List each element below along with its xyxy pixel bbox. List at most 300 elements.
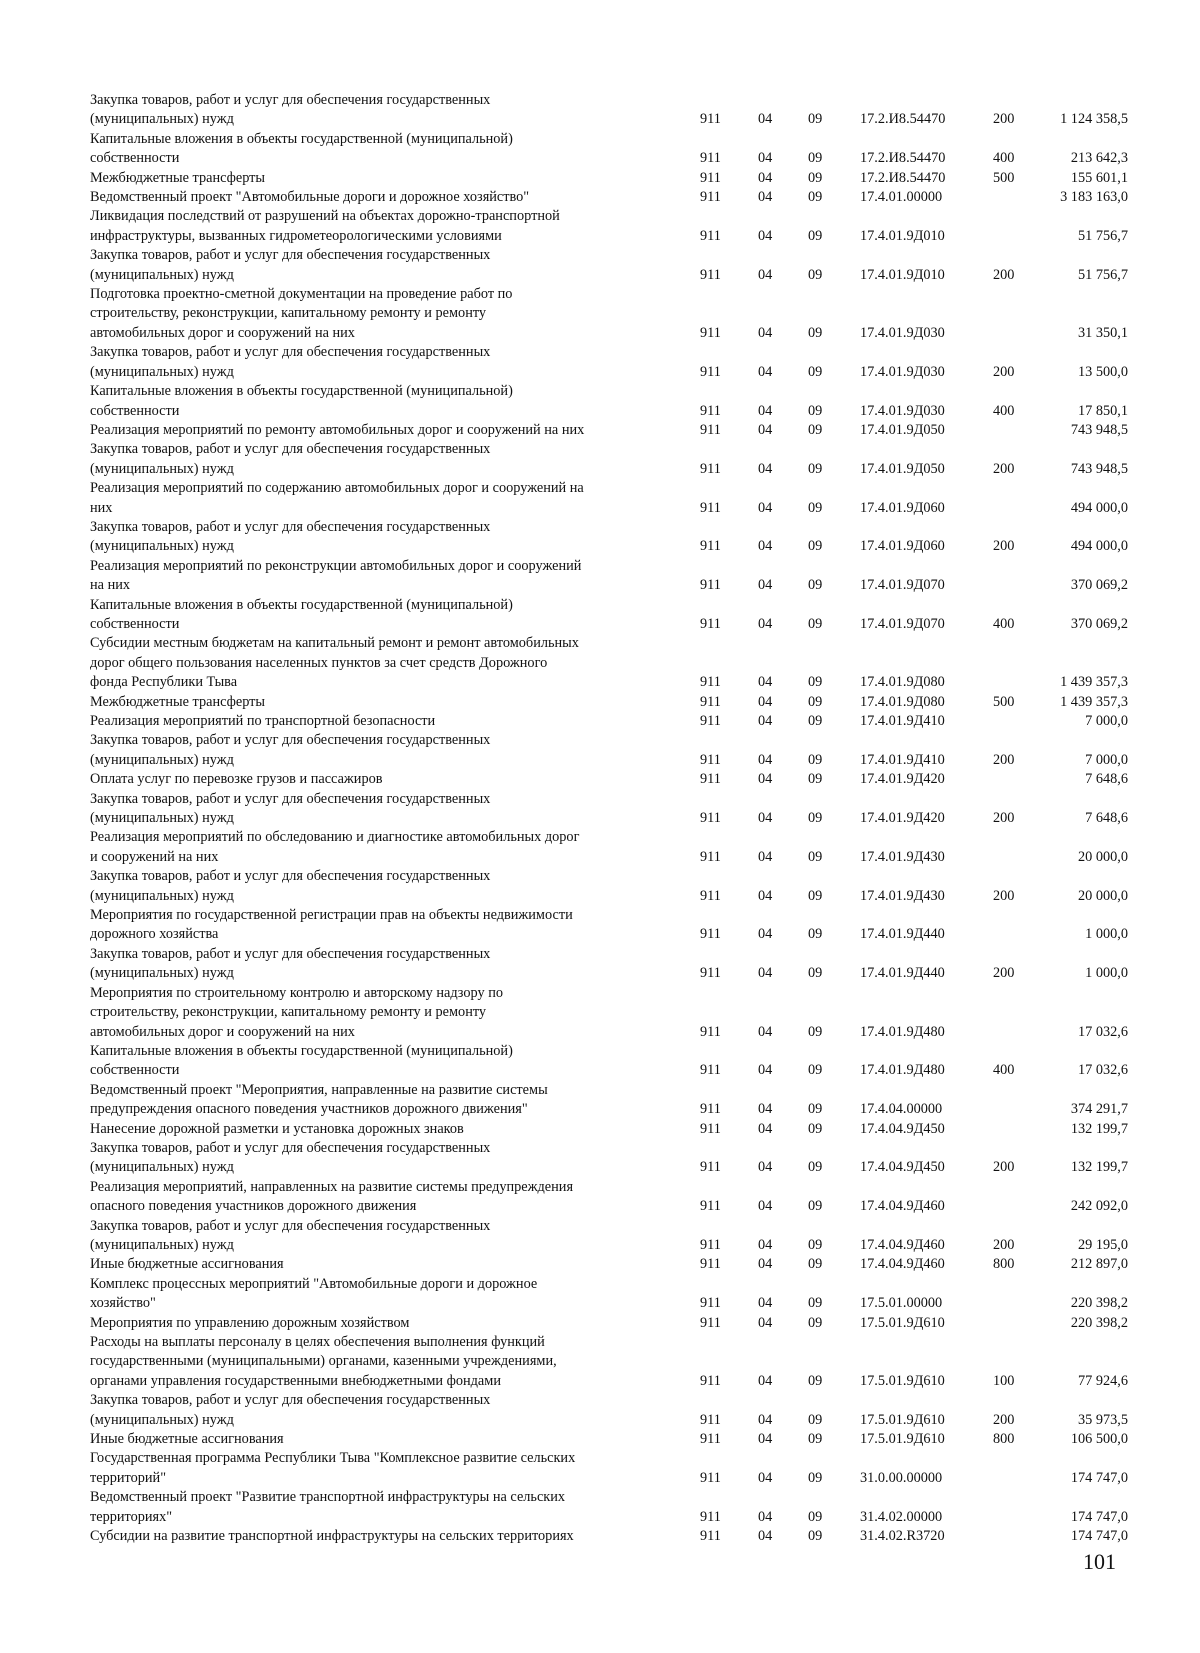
cell-amount: 1 000,0 — [1085, 926, 1128, 943]
cell-section: 04 — [758, 810, 773, 827]
cell-target-article: 17.4.01.9Д430 — [860, 887, 945, 904]
cell-subsection: 09 — [808, 1062, 823, 1079]
cell-amount: 1 000,0 — [1085, 965, 1128, 982]
table-row — [90, 130, 1130, 169]
cell-amount: 174 747,0 — [1070, 1508, 1128, 1525]
table-row — [90, 1430, 1130, 1449]
cell-subsection: 09 — [808, 363, 823, 380]
cell-section: 04 — [758, 421, 773, 438]
row-name: Капитальные вложения в объекты государственной (муниципальной) собственности — [90, 383, 513, 419]
cell-amount: 1 439 357,3 — [1060, 674, 1128, 691]
cell-expense-type: 200 — [993, 1411, 1015, 1428]
table-row — [90, 1042, 1130, 1081]
cell-target-article: 17.4.01.9Д030 — [860, 402, 945, 419]
row-name: Закупка товаров, работ и услуг для обеспечения государственных (муниципальных) нужд — [90, 868, 491, 904]
cell-section: 04 — [758, 1062, 773, 1079]
cell-target-article: 31.0.00.00000 — [860, 1469, 943, 1486]
cell-grbs: 911 — [700, 965, 721, 982]
cell-subsection: 09 — [808, 421, 823, 438]
table-row — [90, 906, 1130, 945]
cell-expense-type: 200 — [993, 965, 1015, 982]
cell-target-article: 17.4.01.9Д430 — [860, 848, 945, 865]
cell-target-article: 17.4.04.9Д450 — [860, 1120, 945, 1137]
cell-subsection: 09 — [808, 1023, 823, 1040]
cell-section: 04 — [758, 227, 773, 244]
cell-amount: 7 000,0 — [1085, 713, 1128, 729]
cell-section: 04 — [758, 1295, 773, 1312]
cell-section: 04 — [758, 1508, 773, 1525]
cell-target-article: 17.4.01.9Д080 — [860, 674, 945, 691]
cell-grbs: 911 — [700, 363, 721, 380]
row-name: Ведомственный проект "Мероприятия, направленные на развитие системы предупреждения опасного поведения участников дорожного движения" — [90, 1081, 548, 1118]
cell-amount: 31 350,1 — [1077, 324, 1128, 341]
cell-section: 04 — [758, 577, 773, 594]
cell-target-article: 31.4.02.00000 — [860, 1508, 943, 1525]
cell-expense-type: 200 — [993, 1159, 1015, 1176]
cell-subsection: 09 — [808, 615, 823, 632]
cell-amount: 743 948,5 — [1070, 421, 1128, 438]
cell-target-article: 17.4.01.9Д050 — [860, 460, 945, 477]
cell-section: 04 — [758, 324, 773, 341]
cell-expense-type: 200 — [993, 887, 1015, 904]
cell-section: 04 — [758, 1372, 773, 1389]
cell-target-article: 17.4.01.9Д440 — [860, 965, 945, 982]
cell-target-article: 17.4.01.9Д080 — [860, 693, 945, 710]
cell-grbs: 911 — [700, 227, 721, 244]
cell-section: 04 — [758, 771, 773, 788]
cell-target-article: 17.5.01.9Д610 — [860, 1314, 945, 1331]
page-number: 101 — [1083, 1549, 1116, 1574]
row-name: Расходы на выплаты персоналу в целях обеспечения выполнения функций государственными (муниципальными) органами, казенными учреждениями, органами управления государственными внебюджетными фондами — [90, 1334, 557, 1389]
row-name: Капитальные вложения в объекты государственной (муниципальной) собственности — [90, 1042, 513, 1079]
table-row — [90, 1120, 1130, 1139]
cell-target-article: 17.4.01.00000 — [860, 189, 943, 206]
cell-target-article: 17.5.01.00000 — [860, 1295, 943, 1312]
table-row — [90, 1255, 1130, 1274]
cell-subsection: 09 — [808, 1236, 823, 1253]
cell-grbs: 911 — [700, 1295, 721, 1312]
cell-section: 04 — [758, 751, 773, 768]
cell-target-article: 17.4.01.9Д060 — [860, 499, 945, 516]
table-row — [90, 770, 1130, 789]
cell-target-article: 17.4.01.9Д070 — [860, 577, 945, 594]
cell-expense-type: 400 — [993, 402, 1015, 419]
cell-target-article: 17.4.04.9Д460 — [860, 1198, 945, 1215]
cell-section: 04 — [758, 1120, 773, 1137]
cell-subsection: 09 — [808, 460, 823, 477]
cell-section: 04 — [758, 1101, 773, 1118]
row-name: Закупка товаров, работ и услуг для обеспечения государственных (муниципальных) нужд — [90, 732, 491, 768]
cell-amount: 17 032,6 — [1077, 1062, 1128, 1079]
cell-subsection: 09 — [808, 771, 823, 788]
table-row — [90, 1449, 1130, 1488]
row-name: Ликвидация последствий от разрушений на объектах дорожно-транспортной инфраструктуры, вызванных гидрометеорологическими условиями — [90, 208, 560, 244]
cell-amount: 494 000,0 — [1070, 499, 1128, 516]
cell-section: 04 — [758, 1256, 773, 1273]
cell-grbs: 911 — [700, 169, 721, 186]
row-name: Иные бюджетные ассигнования — [90, 1431, 284, 1448]
table-row — [90, 1081, 1130, 1120]
cell-subsection: 09 — [808, 1508, 823, 1525]
cell-expense-type: 200 — [993, 111, 1015, 128]
cell-grbs: 911 — [700, 1236, 721, 1253]
cell-target-article: 17.4.01.9Д420 — [860, 771, 945, 788]
table-row — [90, 596, 1130, 635]
cell-amount: 51 756,7 — [1077, 227, 1128, 244]
cell-section: 04 — [758, 150, 773, 167]
cell-section: 04 — [758, 1314, 773, 1331]
cell-amount: 51 756,7 — [1077, 266, 1128, 283]
row-name: Закупка товаров, работ и услуг для обеспечения государственных (муниципальных) нужд — [90, 790, 491, 827]
cell-section: 04 — [758, 674, 773, 691]
cell-subsection: 09 — [808, 1101, 823, 1118]
row-name: Субсидии местным бюджетам на капитальный ремонт и ремонт автомобильных дорог общего пользования населенных пунктов за счет средств Дорожного фонда Республики Тыва — [90, 635, 579, 691]
cell-section: 04 — [758, 1411, 773, 1428]
cell-amount: 1 439 357,3 — [1060, 693, 1128, 710]
row-name: Мероприятия по строительному контролю и авторскому надзору по строительству, реконструкции, капитальному ремонту и ремонту автомобильных дорог и сооружений на них — [90, 984, 503, 1040]
cell-grbs: 911 — [700, 189, 721, 206]
cell-subsection: 09 — [808, 1256, 823, 1273]
cell-expense-type: 500 — [993, 693, 1015, 710]
cell-grbs: 911 — [700, 1256, 721, 1273]
cell-grbs: 911 — [700, 1314, 721, 1331]
cell-amount: 7 648,6 — [1085, 810, 1128, 827]
cell-amount: 3 183 163,0 — [1060, 189, 1128, 206]
cell-grbs: 911 — [700, 1101, 721, 1118]
cell-section: 04 — [758, 887, 773, 904]
cell-expense-type: 800 — [993, 1431, 1015, 1448]
cell-section: 04 — [758, 1431, 773, 1448]
row-name: Межбюджетные трансферты — [90, 169, 266, 186]
cell-grbs: 911 — [700, 1469, 721, 1486]
row-name: Реализация мероприятий, направленных на развитие системы предупреждения опасного поведения участников дорожного движения — [90, 1178, 574, 1215]
row-name: Мероприятия по государственной регистрации прав на объекты недвижимости дорожного хозяйства — [90, 907, 573, 943]
cell-subsection: 09 — [808, 1469, 823, 1486]
cell-target-article: 17.4.01.9Д480 — [860, 1023, 945, 1040]
cell-grbs: 911 — [700, 848, 721, 865]
cell-expense-type: 400 — [993, 150, 1015, 167]
table-row — [90, 945, 1130, 984]
row-name: Закупка товаров, работ и услуг для обеспечения государственных (муниципальных) нужд — [90, 1217, 491, 1253]
cell-target-article: 17.4.04.9Д460 — [860, 1256, 945, 1273]
cell-grbs: 911 — [700, 1508, 721, 1525]
table-row — [90, 440, 1130, 479]
cell-subsection: 09 — [808, 713, 823, 729]
table-row — [90, 1391, 1130, 1430]
row-name: Закупка товаров, работ и услуг для обеспечения государственных (муниципальных) нужд — [90, 92, 491, 128]
cell-section: 04 — [758, 169, 773, 186]
row-name: Реализация мероприятий по обследованию и диагностике автомобильных дорог и сооружений на них — [90, 829, 580, 865]
cell-target-article: 17.4.01.9Д070 — [860, 615, 945, 632]
cell-subsection: 09 — [808, 1198, 823, 1215]
cell-subsection: 09 — [808, 1528, 823, 1545]
cell-grbs: 911 — [700, 150, 721, 167]
cell-target-article: 17.4.01.9Д010 — [860, 227, 945, 244]
row-name: Межбюджетные трансферты — [90, 693, 266, 710]
row-name: Закупка товаров, работ и услуг для обеспечения государственных (муниципальных) нужд — [90, 1392, 491, 1428]
row-name: Субсидии на развитие транспортной инфраструктуры на сельских территориях — [90, 1528, 574, 1545]
cell-target-article: 17.4.04.00000 — [860, 1101, 943, 1118]
table-row — [90, 518, 1130, 557]
cell-grbs: 911 — [700, 713, 721, 729]
cell-subsection: 09 — [808, 111, 823, 128]
cell-subsection: 09 — [808, 887, 823, 904]
cell-grbs: 911 — [700, 810, 721, 827]
cell-grbs: 911 — [700, 460, 721, 477]
cell-expense-type: 400 — [993, 615, 1015, 632]
row-name: Реализация мероприятий по содержанию автомобильных дорог и сооружений на них — [90, 480, 584, 516]
cell-amount: 17 032,6 — [1077, 1023, 1128, 1040]
cell-target-article: 17.4.01.9Д410 — [860, 713, 945, 729]
cell-subsection: 09 — [808, 266, 823, 283]
cell-amount: 7 000,0 — [1085, 751, 1128, 768]
cell-subsection: 09 — [808, 848, 823, 865]
row-name: Мероприятия по управлению дорожным хозяйством — [90, 1314, 410, 1331]
cell-subsection: 09 — [808, 1372, 823, 1389]
cell-amount: 35 973,5 — [1077, 1411, 1128, 1428]
cell-subsection: 09 — [808, 1159, 823, 1176]
cell-section: 04 — [758, 615, 773, 632]
cell-expense-type: 200 — [993, 363, 1015, 380]
cell-target-article: 17.4.01.9Д440 — [860, 926, 945, 943]
cell-subsection: 09 — [808, 150, 823, 167]
row-name: Закупка товаров, работ и услуг для обеспечения государственных (муниципальных) нужд — [90, 945, 491, 982]
row-name: Государственная программа Республики Тыва "Комплексное развитие сельских территорий" — [90, 1450, 576, 1486]
cell-target-article: 17.4.01.9Д010 — [860, 266, 945, 283]
cell-amount: 132 199,7 — [1070, 1120, 1128, 1137]
cell-expense-type: 200 — [993, 1236, 1015, 1253]
cell-target-article: 17.4.01.9Д030 — [860, 324, 945, 341]
budget-table — [90, 91, 1130, 1546]
cell-amount: 13 500,0 — [1077, 363, 1128, 380]
row-name: Нанесение дорожной разметки и установка дорожных знаков — [90, 1120, 464, 1137]
cell-section: 04 — [758, 1023, 773, 1040]
table-row — [90, 731, 1130, 770]
cell-subsection: 09 — [808, 1431, 823, 1448]
cell-section: 04 — [758, 460, 773, 477]
row-name: Реализация мероприятий по ремонту автомобильных дорог и сооружений на них — [90, 421, 585, 438]
cell-grbs: 911 — [700, 1023, 721, 1040]
row-name: Подготовка проектно-сметной документации на проведение работ по строительству, реконструкции, капитальному ремонту и ремонту автомобильных дорог и сооружений на них — [90, 286, 513, 341]
table-row — [90, 828, 1130, 867]
cell-amount: 1 124 358,5 — [1060, 111, 1128, 128]
cell-grbs: 911 — [700, 538, 721, 555]
cell-subsection: 09 — [808, 577, 823, 594]
cell-grbs: 911 — [700, 1411, 721, 1428]
table-row — [90, 246, 1130, 285]
table-row — [90, 712, 1130, 731]
cell-expense-type: 200 — [993, 460, 1015, 477]
row-name: Реализация мероприятий по реконструкции автомобильных дорог и сооружений на них — [90, 557, 582, 594]
row-name: Закупка товаров, работ и услуг для обеспечения государственных (муниципальных) нужд — [90, 247, 491, 283]
cell-amount: 20 000,0 — [1077, 887, 1128, 904]
table-row — [90, 867, 1130, 906]
cell-amount: 212 897,0 — [1070, 1256, 1128, 1273]
cell-amount: 29 195,0 — [1077, 1236, 1128, 1253]
cell-subsection: 09 — [808, 926, 823, 943]
cell-grbs: 911 — [700, 751, 721, 768]
cell-grbs: 911 — [700, 1159, 721, 1176]
cell-section: 04 — [758, 693, 773, 710]
cell-amount: 155 601,1 — [1070, 169, 1128, 186]
cell-amount: 77 924,6 — [1077, 1372, 1128, 1389]
cell-subsection: 09 — [808, 499, 823, 516]
cell-grbs: 911 — [700, 1198, 721, 1215]
table-row — [90, 169, 1130, 188]
cell-section: 04 — [758, 1159, 773, 1176]
cell-subsection: 09 — [808, 227, 823, 244]
cell-subsection: 09 — [808, 693, 823, 710]
table-row — [90, 421, 1130, 440]
cell-section: 04 — [758, 965, 773, 982]
cell-expense-type: 200 — [993, 538, 1015, 555]
table-row — [90, 479, 1130, 518]
cell-amount: 494 000,0 — [1070, 538, 1128, 555]
cell-target-article: 17.4.01.9Д060 — [860, 538, 945, 555]
cell-target-article: 17.5.01.9Д610 — [860, 1431, 945, 1448]
cell-subsection: 09 — [808, 189, 823, 206]
cell-expense-type: 200 — [993, 751, 1015, 768]
cell-section: 04 — [758, 538, 773, 555]
table-row — [90, 790, 1130, 829]
table-row — [90, 1178, 1130, 1217]
cell-amount: 174 747,0 — [1070, 1528, 1128, 1545]
cell-amount: 220 398,2 — [1070, 1314, 1128, 1331]
cell-grbs: 911 — [700, 1062, 721, 1079]
cell-section: 04 — [758, 848, 773, 865]
table-row — [90, 1139, 1130, 1178]
cell-section: 04 — [758, 926, 773, 943]
cell-section: 04 — [758, 713, 773, 729]
cell-target-article: 17.4.04.9Д460 — [860, 1236, 945, 1253]
cell-amount: 220 398,2 — [1070, 1295, 1128, 1312]
cell-amount: 106 500,0 — [1070, 1431, 1128, 1448]
cell-amount: 7 648,6 — [1085, 771, 1128, 788]
row-name: Капитальные вложения в объекты государственной (муниципальной) собственности — [90, 130, 513, 167]
cell-subsection: 09 — [808, 402, 823, 419]
cell-subsection: 09 — [808, 1314, 823, 1331]
cell-expense-type: 400 — [993, 1062, 1015, 1079]
cell-expense-type: 200 — [993, 266, 1015, 283]
table-row — [90, 1217, 1130, 1256]
cell-grbs: 911 — [700, 402, 721, 419]
cell-target-article: 31.4.02.R3720 — [860, 1528, 945, 1545]
cell-grbs: 911 — [700, 324, 721, 341]
table-row — [90, 343, 1130, 382]
cell-section: 04 — [758, 363, 773, 380]
cell-amount: 374 291,7 — [1070, 1101, 1128, 1118]
cell-subsection: 09 — [808, 751, 823, 768]
row-name: Ведомственный проект "Автомобильные дороги и дорожное хозяйство" — [90, 189, 530, 206]
cell-grbs: 911 — [700, 266, 721, 283]
cell-amount: 242 092,0 — [1070, 1198, 1128, 1215]
row-name: Закупка товаров, работ и услуг для обеспечения государственных (муниципальных) нужд — [90, 1139, 491, 1176]
table-row — [90, 1527, 1130, 1546]
table-row — [90, 557, 1130, 596]
row-name: Закупка товаров, работ и услуг для обеспечения государственных (муниципальных) нужд — [90, 441, 491, 477]
cell-expense-type: 500 — [993, 169, 1015, 186]
cell-subsection: 09 — [808, 965, 823, 982]
cell-grbs: 911 — [700, 577, 721, 594]
cell-subsection: 09 — [808, 810, 823, 827]
cell-grbs: 911 — [700, 771, 721, 788]
cell-section: 04 — [758, 1236, 773, 1253]
cell-section: 04 — [758, 402, 773, 419]
row-name: Комплекс процессных мероприятий "Автомобильные дороги и дорожное хозяйство" — [90, 1275, 538, 1312]
cell-expense-type: 200 — [993, 810, 1015, 827]
cell-section: 04 — [758, 266, 773, 283]
row-name: Закупка товаров, работ и услуг для обеспечения государственных (муниципальных) нужд — [90, 344, 491, 380]
cell-target-article: 17.4.01.9Д410 — [860, 751, 945, 768]
table-row — [90, 693, 1130, 712]
cell-target-article: 17.2.И8.54470 — [860, 169, 946, 186]
table-row — [90, 91, 1130, 130]
cell-grbs: 911 — [700, 111, 721, 128]
cell-grbs: 911 — [700, 674, 721, 691]
cell-amount: 174 747,0 — [1070, 1469, 1128, 1486]
row-name: Иные бюджетные ассигнования — [90, 1256, 284, 1273]
cell-expense-type: 100 — [993, 1372, 1015, 1389]
cell-section: 04 — [758, 1198, 773, 1215]
row-name: Ведомственный проект "Развитие транспортной инфраструктуры на сельских территориях" — [90, 1489, 566, 1525]
cell-grbs: 911 — [700, 1120, 721, 1137]
row-name: Реализация мероприятий по транспортной безопасности — [90, 713, 436, 729]
table-row — [90, 207, 1130, 246]
table-row — [90, 1488, 1130, 1527]
row-name: Закупка товаров, работ и услуг для обеспечения государственных (муниципальных) нужд — [90, 518, 491, 555]
cell-target-article: 17.4.01.9Д050 — [860, 421, 945, 438]
cell-grbs: 911 — [700, 1528, 721, 1545]
cell-amount: 20 000,0 — [1077, 848, 1128, 865]
cell-subsection: 09 — [808, 169, 823, 186]
cell-target-article: 17.5.01.9Д610 — [860, 1372, 945, 1389]
cell-target-article: 17.2.И8.54470 — [860, 150, 946, 167]
table-row — [90, 382, 1130, 421]
cell-grbs: 911 — [700, 499, 721, 516]
cell-section: 04 — [758, 1469, 773, 1486]
cell-subsection: 09 — [808, 674, 823, 691]
cell-subsection: 09 — [808, 538, 823, 555]
cell-section: 04 — [758, 189, 773, 206]
cell-section: 04 — [758, 111, 773, 128]
cell-grbs: 911 — [700, 1372, 721, 1389]
cell-target-article: 17.4.01.9Д030 — [860, 363, 945, 380]
table-row — [90, 1275, 1130, 1314]
cell-target-article: 17.4.01.9Д480 — [860, 1062, 945, 1079]
cell-grbs: 911 — [700, 926, 721, 943]
cell-amount: 213 642,3 — [1070, 150, 1128, 167]
cell-section: 04 — [758, 499, 773, 516]
row-name: Капитальные вложения в объекты государственной (муниципальной) собственности — [90, 596, 513, 632]
cell-expense-type: 800 — [993, 1256, 1015, 1273]
cell-grbs: 911 — [700, 421, 721, 438]
cell-grbs: 911 — [700, 887, 721, 904]
cell-grbs: 911 — [700, 1431, 721, 1448]
table-row — [90, 285, 1130, 343]
cell-grbs: 911 — [700, 615, 721, 632]
table-row — [90, 634, 1130, 692]
cell-amount: 370 069,2 — [1070, 577, 1128, 594]
cell-target-article: 17.5.01.9Д610 — [860, 1411, 945, 1428]
table-row — [90, 188, 1130, 207]
table-row — [90, 1333, 1130, 1391]
cell-amount: 370 069,2 — [1070, 615, 1128, 632]
cell-section: 04 — [758, 1528, 773, 1545]
cell-grbs: 911 — [700, 693, 721, 710]
cell-subsection: 09 — [808, 1295, 823, 1312]
cell-subsection: 09 — [808, 1411, 823, 1428]
cell-target-article: 17.4.01.9Д420 — [860, 810, 945, 827]
